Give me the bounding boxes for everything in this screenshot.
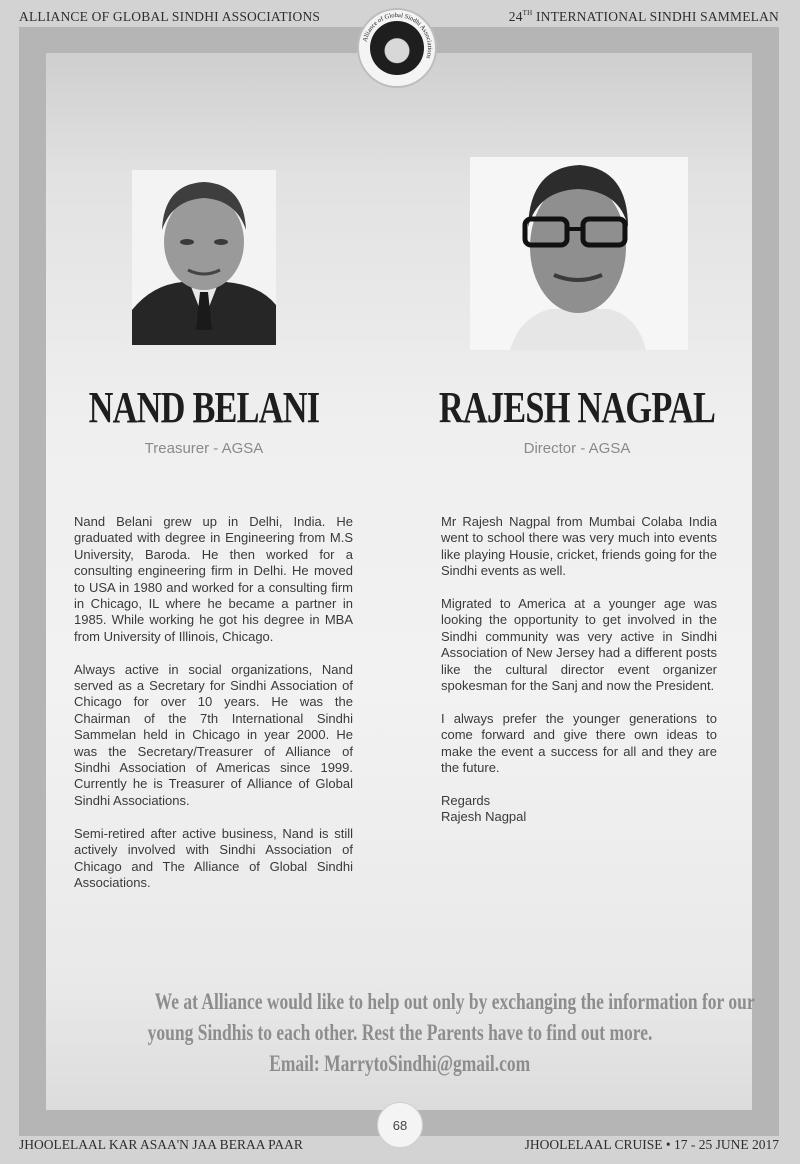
bio-paragraph: Mr Rajesh Nagpal from Mumbai Colaba India went to school there was very much into events like playing Housie, cricket, friends going for the Sindhi events as well. xyxy=(441,514,717,579)
bio-paragraph: Nand Belani grew up in Delhi, India. He graduated with degree in Engineering from M.S University, Baroda. He then worked for a consulting engineering firm in Delhi. He moved to USA in 1980 and worked for a consulting firm in Chicago, IL where he became a partner in 1985. While working he got his degree in MBA from University of Illinois, Chicago. xyxy=(74,514,353,644)
notice-email[interactable]: Email: MarrytoSindhi@gmail.com xyxy=(269,1051,531,1076)
notice-line-2: young Sindhis to each other. Rest the Parents have to find out more. xyxy=(147,1020,653,1045)
page-number: 68 xyxy=(377,1102,423,1148)
profile-bio xyxy=(74,514,353,908)
agsa-logo-icon xyxy=(357,8,437,88)
profile-name: RAJESH NAGPAL xyxy=(438,383,716,432)
alliance-notice xyxy=(60,986,755,1079)
header-left-title: ALLIANCE OF GLOBAL SINDHI ASSOCIATIONS xyxy=(19,9,321,24)
person-photo-icon xyxy=(132,170,276,345)
person-photo-icon xyxy=(470,157,688,350)
header-ordinal: 24 xyxy=(508,9,523,24)
closing: Regards xyxy=(441,792,491,808)
notice-line-1: We at Alliance would like to help out only by exchanging the information for our xyxy=(154,989,755,1014)
header-ordinal-suffix: TH xyxy=(522,9,533,17)
profile-bio xyxy=(441,514,717,826)
bio-paragraph: Always active in social organizations, Nand served as a Secretary for Sindhi Association of Chicago for over 10 years. He was the Chairman of the 7th International Sindhi Sammelan held in Chicago in year 2000. He was the Secretary/Treasurer of Alliance of Sindhi Association of Americas since 1999. Currently he is Treasurer of Alliance of Global Sindhi Associations. xyxy=(74,661,353,808)
profile-role: Director - AGSA xyxy=(523,440,631,457)
header-right-text: INTERNATIONAL SINDHI SAMMELAN xyxy=(532,9,779,24)
signature-name: Rajesh Nagpal xyxy=(441,809,527,825)
profile-role: Treasurer - AGSA xyxy=(144,440,264,457)
bio-paragraph: Semi-retired after active business, Nand is still actively involved with Sindhi Association of Chicago and The Alliance of Global Sindhi Associations. xyxy=(74,825,353,890)
bio-paragraph: Migrated to America at a younger age was looking the opportunity to get involved in the Sindhi community was very active in Sindhi Association of New Jersey had a different posts like the cultural director event organizer spokesman for the Sanj and now the President. xyxy=(441,596,717,694)
profile-name: NAND BELANI xyxy=(88,383,320,432)
svg-text:Alliance of Global Sindhi Asso: Alliance of Global Sindhi Associations xyxy=(361,11,434,60)
footer-right-text: JHOOLELAAL CRUISE • 17 - 25 JUNE 2017 xyxy=(524,1137,779,1152)
signature-block xyxy=(441,793,717,826)
logo-deity-emblem xyxy=(370,21,424,75)
portrait-rajesh-nagpal xyxy=(470,157,688,350)
portrait-nand-belani xyxy=(132,170,276,345)
footer-left-text: JHOOLELAAL KAR ASAA'N JAA BERAA PAAR xyxy=(19,1137,303,1152)
bio-paragraph: I always prefer the younger generations to come forward and give there own ideas to make the event a success for all and they are the future. xyxy=(441,710,717,776)
header-right-title xyxy=(509,9,779,25)
